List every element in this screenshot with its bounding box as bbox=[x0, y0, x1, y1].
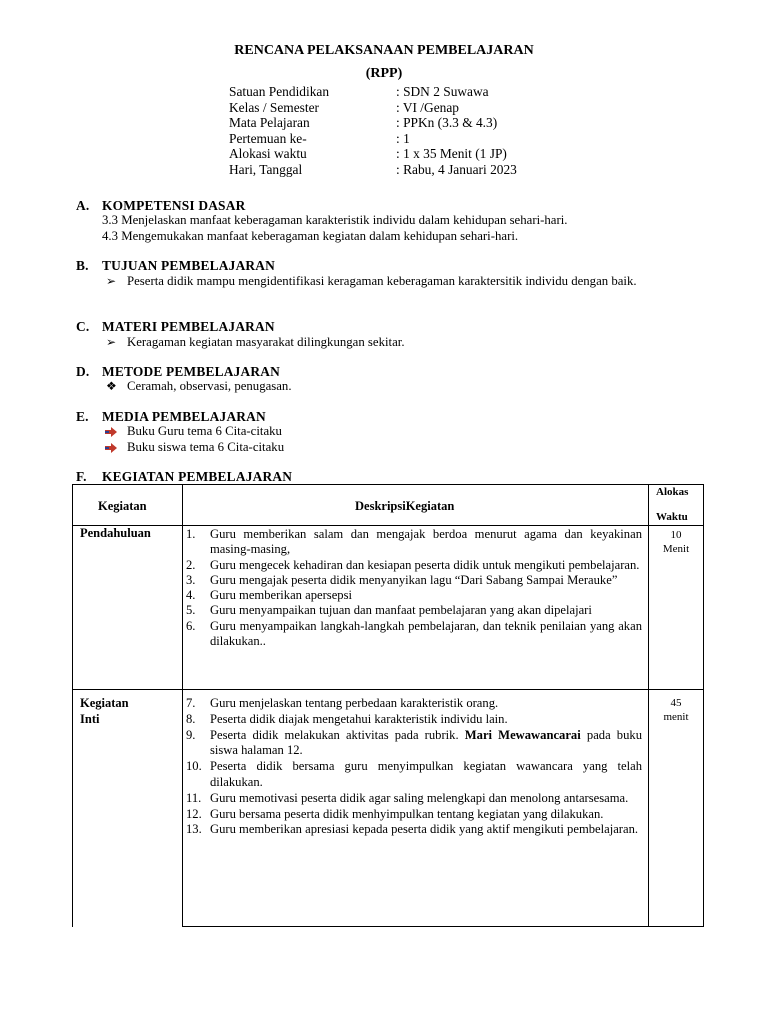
activity-label-line: Kegiatan bbox=[80, 696, 129, 710]
item-text: Guru memotivasi peserta didik agar saling melengkapi dan menolong antarsesama. bbox=[210, 790, 629, 805]
section-c-heading bbox=[76, 319, 275, 335]
section-letter: C. bbox=[76, 319, 90, 334]
item-text: Guru memberikan apersepsi bbox=[210, 588, 352, 603]
section-title: MATERI PEMBELAJARAN bbox=[102, 319, 275, 334]
identity-value: : 1 x 35 Menit (1 JP) bbox=[396, 146, 507, 162]
item-text: Guru menyampaikan langkah-langkah pembelajaran, dan teknik penilaian yang akan dilakukan.. bbox=[210, 618, 642, 649]
item-text: Guru memberikan apresiasi kepada peserta didik yang aktif mengikuti pembelajaran. bbox=[210, 822, 639, 837]
item-number: 2. bbox=[186, 557, 196, 572]
pointing-hand-icon bbox=[104, 426, 118, 438]
table-border bbox=[182, 484, 183, 927]
item-text: Guru mengajak peserta didik menyanyikan lagu “Dari Sabang Sampai Merauke” bbox=[210, 572, 618, 587]
identity-key: Satuan Pendidikan bbox=[229, 84, 330, 99]
list-item bbox=[186, 759, 642, 791]
section-d-heading bbox=[76, 364, 280, 380]
list-item bbox=[186, 573, 642, 588]
alloc-unit: menit bbox=[663, 711, 689, 723]
identity-row bbox=[229, 84, 517, 100]
item-number: 5. bbox=[186, 603, 196, 618]
section-f-heading bbox=[76, 469, 292, 485]
media-item: Buku Guru tema 6 Cita-citaku bbox=[127, 424, 282, 438]
pointing-hand-icon bbox=[104, 442, 118, 454]
section-letter: A. bbox=[76, 198, 90, 213]
item-number: 3. bbox=[186, 572, 196, 587]
table-border bbox=[72, 689, 704, 690]
list-item bbox=[186, 527, 642, 558]
section-letter: D. bbox=[76, 364, 90, 379]
list-item bbox=[186, 822, 642, 838]
item-text-part: Peserta didik melakukan aktivitas pada rubrik. bbox=[210, 727, 459, 742]
section-title: KOMPETENSI DASAR bbox=[102, 198, 246, 213]
header-alloc: Waktu bbox=[656, 511, 688, 523]
item-number: 1. bbox=[186, 527, 196, 541]
alloc-value: 10 bbox=[670, 529, 682, 541]
identity-row bbox=[229, 146, 517, 162]
arrow-bullet-icon: ➢ bbox=[106, 335, 117, 349]
item-number: 4. bbox=[186, 588, 196, 603]
list-item bbox=[186, 712, 642, 728]
activity-label bbox=[80, 696, 129, 727]
list-item bbox=[186, 603, 642, 618]
table-border bbox=[72, 484, 73, 927]
section-title: MEDIA PEMBELAJARAN bbox=[102, 409, 266, 424]
section-letter: F. bbox=[76, 469, 87, 484]
item-text: Guru menjelaskan tentang perbedaan karakteristik orang. bbox=[210, 696, 499, 710]
header-activity: Kegiatan bbox=[98, 499, 147, 513]
rubric-name: Mari Mewawancarai bbox=[464, 727, 581, 742]
table-border bbox=[72, 525, 704, 526]
identity-block bbox=[229, 84, 517, 178]
item-text: Peserta didik bersama guru menyimpulkan kegiatan wawancara yang telah dilakukan. bbox=[210, 759, 642, 789]
pendahuluan-list bbox=[186, 527, 642, 649]
item-text bbox=[210, 728, 642, 760]
diamond-bullet-icon: ❖ bbox=[106, 379, 117, 393]
list-item bbox=[186, 588, 642, 603]
section-a-heading bbox=[76, 198, 245, 214]
section-letter: B. bbox=[76, 258, 89, 273]
list-item bbox=[186, 619, 642, 650]
item-text: Guru mengecek kehadiran dan kesiapan peserta didik untuk mengikuti pembelajaran. bbox=[210, 557, 640, 572]
identity-value: : SDN 2 Suwawa bbox=[396, 84, 489, 99]
item-number: 10. bbox=[186, 759, 202, 774]
section-title: METODE PEMBELAJARAN bbox=[102, 364, 281, 379]
header-alloc: Alokas bbox=[656, 486, 689, 498]
kd-line: 4.3 Mengemukakan manfaat keberagaman kegiatan dalam kehidupan sehari-hari. bbox=[102, 229, 519, 243]
section-b-heading bbox=[76, 258, 275, 274]
item-number: 11. bbox=[186, 790, 202, 805]
alloc-value: 45 bbox=[670, 697, 682, 709]
item-number: 12. bbox=[186, 806, 202, 821]
header-description: DeskripsiKegiatan bbox=[355, 499, 455, 513]
arrow-bullet-icon: ➢ bbox=[106, 274, 117, 288]
activity-table bbox=[72, 484, 704, 927]
identity-value: : VI /Genap bbox=[396, 99, 459, 115]
media-item: Buku siswa tema 6 Cita-citaku bbox=[127, 440, 285, 454]
identity-row bbox=[229, 131, 517, 147]
time-allocation bbox=[648, 696, 704, 724]
list-item bbox=[186, 696, 642, 712]
item-text-part: pada buku siswa halaman 12. bbox=[210, 727, 642, 758]
item-number: 8. bbox=[186, 711, 196, 726]
item-number: 9. bbox=[186, 727, 196, 742]
list-item bbox=[186, 558, 642, 573]
identity-value: : 1 bbox=[396, 130, 410, 146]
item-number: 13. bbox=[186, 822, 202, 837]
table-border bbox=[182, 926, 704, 927]
table-border bbox=[72, 484, 704, 485]
section-title: TUJUAN PEMBELAJARAN bbox=[102, 258, 276, 273]
identity-key: Pertemuan ke- bbox=[229, 130, 307, 146]
identity-key: Kelas / Semester bbox=[229, 99, 319, 115]
item-text: Peserta didik diajak mengetahui karakteristik individu lain. bbox=[210, 711, 508, 726]
list-item bbox=[186, 791, 642, 807]
kd-line: 3.3 Menjelaskan manfaat keberagaman karakteristik individu dalam kehidupan sehari-hari. bbox=[102, 213, 568, 227]
item-text: Guru bersama peserta didik menhyimpulkan tentang kegiatan yang dilakukan. bbox=[210, 806, 604, 821]
activity-label: Pendahuluan bbox=[80, 526, 151, 540]
list-item bbox=[186, 728, 642, 760]
identity-key: Mata Pelajaran bbox=[229, 115, 310, 131]
list-item bbox=[186, 807, 642, 823]
inti-list bbox=[186, 696, 642, 838]
document-subtitle: (RPP) bbox=[365, 66, 403, 81]
identity-value: : Rabu, 4 Januari 2023 bbox=[396, 161, 517, 177]
objective-text: Peserta didik mampu mengidentifikasi keragaman keberagaman karaktersitik individu dengan baik. bbox=[127, 274, 637, 288]
identity-value: : PPKn (3.3 & 4.3) bbox=[396, 115, 498, 131]
time-allocation bbox=[648, 528, 704, 556]
method-text: Ceramah, observasi, penugasan. bbox=[127, 379, 292, 393]
item-number: 6. bbox=[186, 618, 196, 633]
activity-label-line: Inti bbox=[80, 711, 100, 726]
identity-row bbox=[229, 100, 517, 116]
section-e-heading bbox=[76, 409, 266, 425]
identity-key: Hari, Tanggal bbox=[229, 161, 303, 177]
item-number: 7. bbox=[186, 696, 196, 710]
identity-row bbox=[229, 162, 517, 178]
material-text: Keragaman kegiatan masyarakat dilingkungan sekitar. bbox=[127, 335, 405, 349]
identity-row bbox=[229, 115, 517, 131]
document-title: RENCANA PELAKSANAAN PEMBELAJARAN bbox=[234, 43, 534, 58]
section-title: KEGIATAN PEMBELAJARAN bbox=[102, 469, 293, 484]
identity-key: Alokasi waktu bbox=[229, 146, 307, 162]
section-letter: E. bbox=[76, 409, 89, 424]
item-text: Guru menyampaikan tujuan dan manfaat pembelajaran yang akan dipelajari bbox=[210, 603, 592, 618]
item-text: Guru memberikan salam dan mengajak berdoa menurut agama dan keyakinan masing-masing, bbox=[210, 527, 642, 557]
alloc-unit: Menit bbox=[662, 543, 690, 555]
